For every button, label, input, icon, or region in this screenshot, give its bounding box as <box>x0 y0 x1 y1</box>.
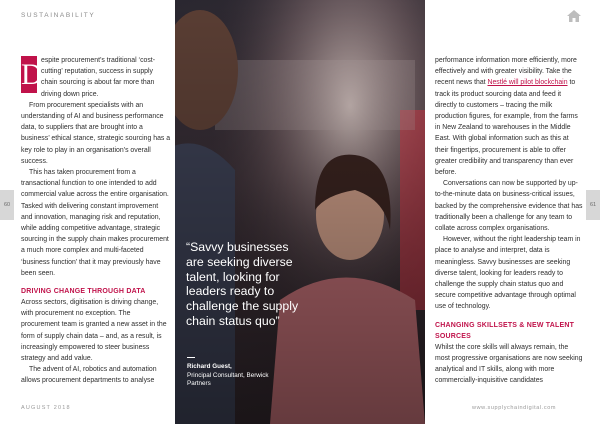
paragraph <box>435 55 583 178</box>
section-heading: CHANGING SKILLSETS & NEW TALENT SOURCES <box>435 321 575 340</box>
paragraph: Whilst the core skills will always remain, the most progressive organisations are now seeking analytical and IT skills, along with more commercially-inquisitive candidates <box>435 343 583 385</box>
page-number-right: 61 <box>586 190 600 220</box>
quote-attribution-role: Principal Consultant, Berwick Partners <box>187 372 269 387</box>
paragraph: However, without the right leadership team in place to analyse and interpret, data is meaningless. Savvy businesses are seeking diverse talent, looking for leaders ready to challenge the supply chain status quo and secure competitive advantage through optimal use of technology. <box>435 236 581 311</box>
hero-photo <box>175 0 425 424</box>
paragraph: This has taken procurement from a transactional function to one intended to add commercial value across the entire organisation. Tasked with delivering constant improvement and innovation, managing risk and reputation, while adding competitive advantage, strategic sourcing in the supply chain makes procurement a much more complex and multi-faceted ‘business function’ that it may previously have been seen. <box>21 169 169 277</box>
paragraph: Across sectors, digitisation is driving change, with procurement no exception. The procurement team is granted a new asset in the form of supply chain data – and, as a result, is increasingly empowered to steer business strategy and add value. <box>21 299 167 363</box>
paragraph-text: to track its product sourcing data and feed it directly to customers – tracing the milk production figures, for example, from the farms in New Zealand to warehouses in the Middle East. With global information such as this at their fingertips, procurement is able to offer greater credibility and transparency than ever before. <box>435 79 578 177</box>
dropcap: D <box>21 58 43 91</box>
footer-date: AUGUST 2018 <box>21 405 71 411</box>
page-number-left: 60 <box>0 190 14 220</box>
section-label: SUSTAINABILITY <box>21 12 96 19</box>
footer-website-link[interactable]: www.supplychaindigital.com <box>472 405 557 411</box>
nestle-blockchain-link[interactable]: Nestlé will pilot blockchain <box>487 79 568 87</box>
quote-divider <box>187 357 195 358</box>
paragraph: The advent of AI, robotics and automation allows procurement departments to analyse <box>21 366 157 385</box>
quote-attribution-name: Richard Guest, <box>187 363 232 370</box>
paragraph: Conversations can now be supported by up-to-the-minute data on business-critical issues, backed by the comprehensive evidence that has traditionally been a challenge for any team to collate across complex organisations. <box>435 180 583 233</box>
right-column <box>435 55 583 386</box>
home-icon[interactable] <box>566 9 582 23</box>
section-heading: DRIVING CHANGE THROUGH DATA <box>21 288 146 296</box>
paragraph: From procurement specialists with an understanding of AI and business performance data, to suppliers that are brought into a business’ ethical stance, strategic sourcing has a key role to play in an organisation’s overall success. <box>21 101 171 165</box>
paragraph-text: performance information more efficiently, more effectively and with greater visibility. Take the recent news that <box>435 57 577 87</box>
paragraph: espite procurement’s traditional ‘cost-cutting’ reputation, success in supply chain sourcing is about far more than driving down price. <box>41 57 156 98</box>
pull-quote: “Savvy businesses are seeking diverse talent, looking for leaders ready to challenge the supply chain status quo” <box>186 240 299 328</box>
left-column <box>21 55 171 387</box>
